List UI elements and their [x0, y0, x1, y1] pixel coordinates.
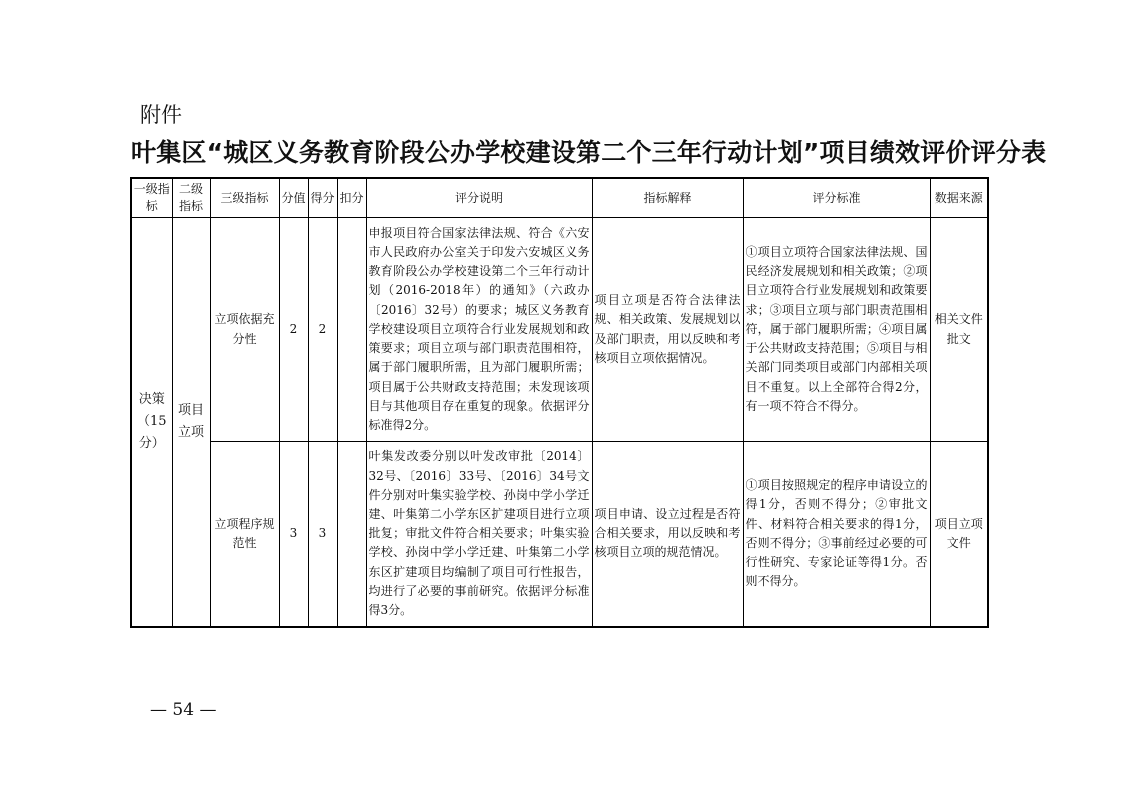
- explanation-cell: 申报项目符合国家法律法规、符合《六安市人民政府办公室关于印发六安城区义务教育阶段公办学校建设第二个三年行动计划（2016-2018年）的通知》（六政办〔2016〕32号）的要求；城区义务教育学校建设项目立项符合行业发展规划和政策要求；项目立项与部门职责范围相符，属于部门履职所需，且为部门履职所需；项目属于公共财政支持范围；未发现该项目与其他项目存在重复的现象。依据评分标准得2分。: [366, 218, 592, 442]
- document-title: 叶集区“城区义务教育阶段公办学校建设第二个三年行动计划”项目绩效评价评分表: [131, 138, 1047, 167]
- score-got-cell: 2: [308, 218, 337, 442]
- table-row: [131, 442, 988, 627]
- header-level1: 一级指标: [131, 178, 172, 218]
- level3-cell: 立项程序规范性: [210, 442, 279, 627]
- score-deduct-cell: [337, 442, 366, 627]
- score-table: [130, 177, 989, 628]
- source-cell: 项目立项文件: [930, 442, 988, 627]
- header-level3: 三级指标: [210, 178, 279, 218]
- criteria-cell: ①项目立项符合国家法律法规、国民经济发展规划和相关政策；②项目立项符合行业发展规划和政策要求；③项目立项与部门职责范围相符，属于部门履职所需；④项目属于公共财政支持范围；⑤项目与相关部门同类项目或部门内部相关项目不重复。以上全部符合得2分，有一项不符合不得分。: [743, 218, 930, 442]
- header-interpretation: 指标解释: [592, 178, 743, 218]
- header-criteria: 评分标准: [743, 178, 930, 218]
- attachment-label: 附件: [140, 103, 182, 127]
- interpretation-cell: 项目申请、设立过程是否符合相关要求，用以反映和考核项目立项的规范情况。: [592, 442, 743, 627]
- source-cell: 相关文件批文: [930, 218, 988, 442]
- score-value-cell: 2: [279, 218, 308, 442]
- explanation-cell: 叶集发改委分别以叶发改审批〔2014〕32号、〔2016〕33号、〔2016〕34号文件分别对叶集实验学校、孙岗中学小学迁建、叶集第二小学东区扩建项目进行立项批复；审批文件符合相关要求；叶集实验学校、孙岗中学小学迁建、叶集第二小学东区扩建项目均编制了项目可行性报告，均进行了必要的事前研究。依据评分标准得3分。: [366, 442, 592, 627]
- header-score-deduct: 扣分: [337, 178, 366, 218]
- table-row: [131, 218, 988, 442]
- header-score-got: 得分: [308, 178, 337, 218]
- score-deduct-cell: [337, 218, 366, 442]
- header-level2: 二级指标: [172, 178, 210, 218]
- table-header-row: [131, 178, 988, 218]
- criteria-cell: ①项目按照规定的程序申请设立的得1分，否则不得分；②审批文件、材料符合相关要求的得1分，否则不得分；③事前经过必要的可行性研究、专家论证等得1分。否则不得分。: [743, 442, 930, 627]
- header-score-value: 分值: [279, 178, 308, 218]
- level2-cell: 项目立项: [172, 218, 210, 627]
- interpretation-cell: 项目立项是否符合法律法规、相关政策、发展规划以及部门职责，用以反映和考核项目立项依据情况。: [592, 218, 743, 442]
- header-source: 数据来源: [930, 178, 988, 218]
- score-got-cell: 3: [308, 442, 337, 627]
- level1-cell: 决策（15分）: [131, 218, 172, 627]
- page-number: — 54 —: [150, 700, 217, 720]
- level3-cell: 立项依据充分性: [210, 218, 279, 442]
- header-explanation: 评分说明: [366, 178, 592, 218]
- score-value-cell: 3: [279, 442, 308, 627]
